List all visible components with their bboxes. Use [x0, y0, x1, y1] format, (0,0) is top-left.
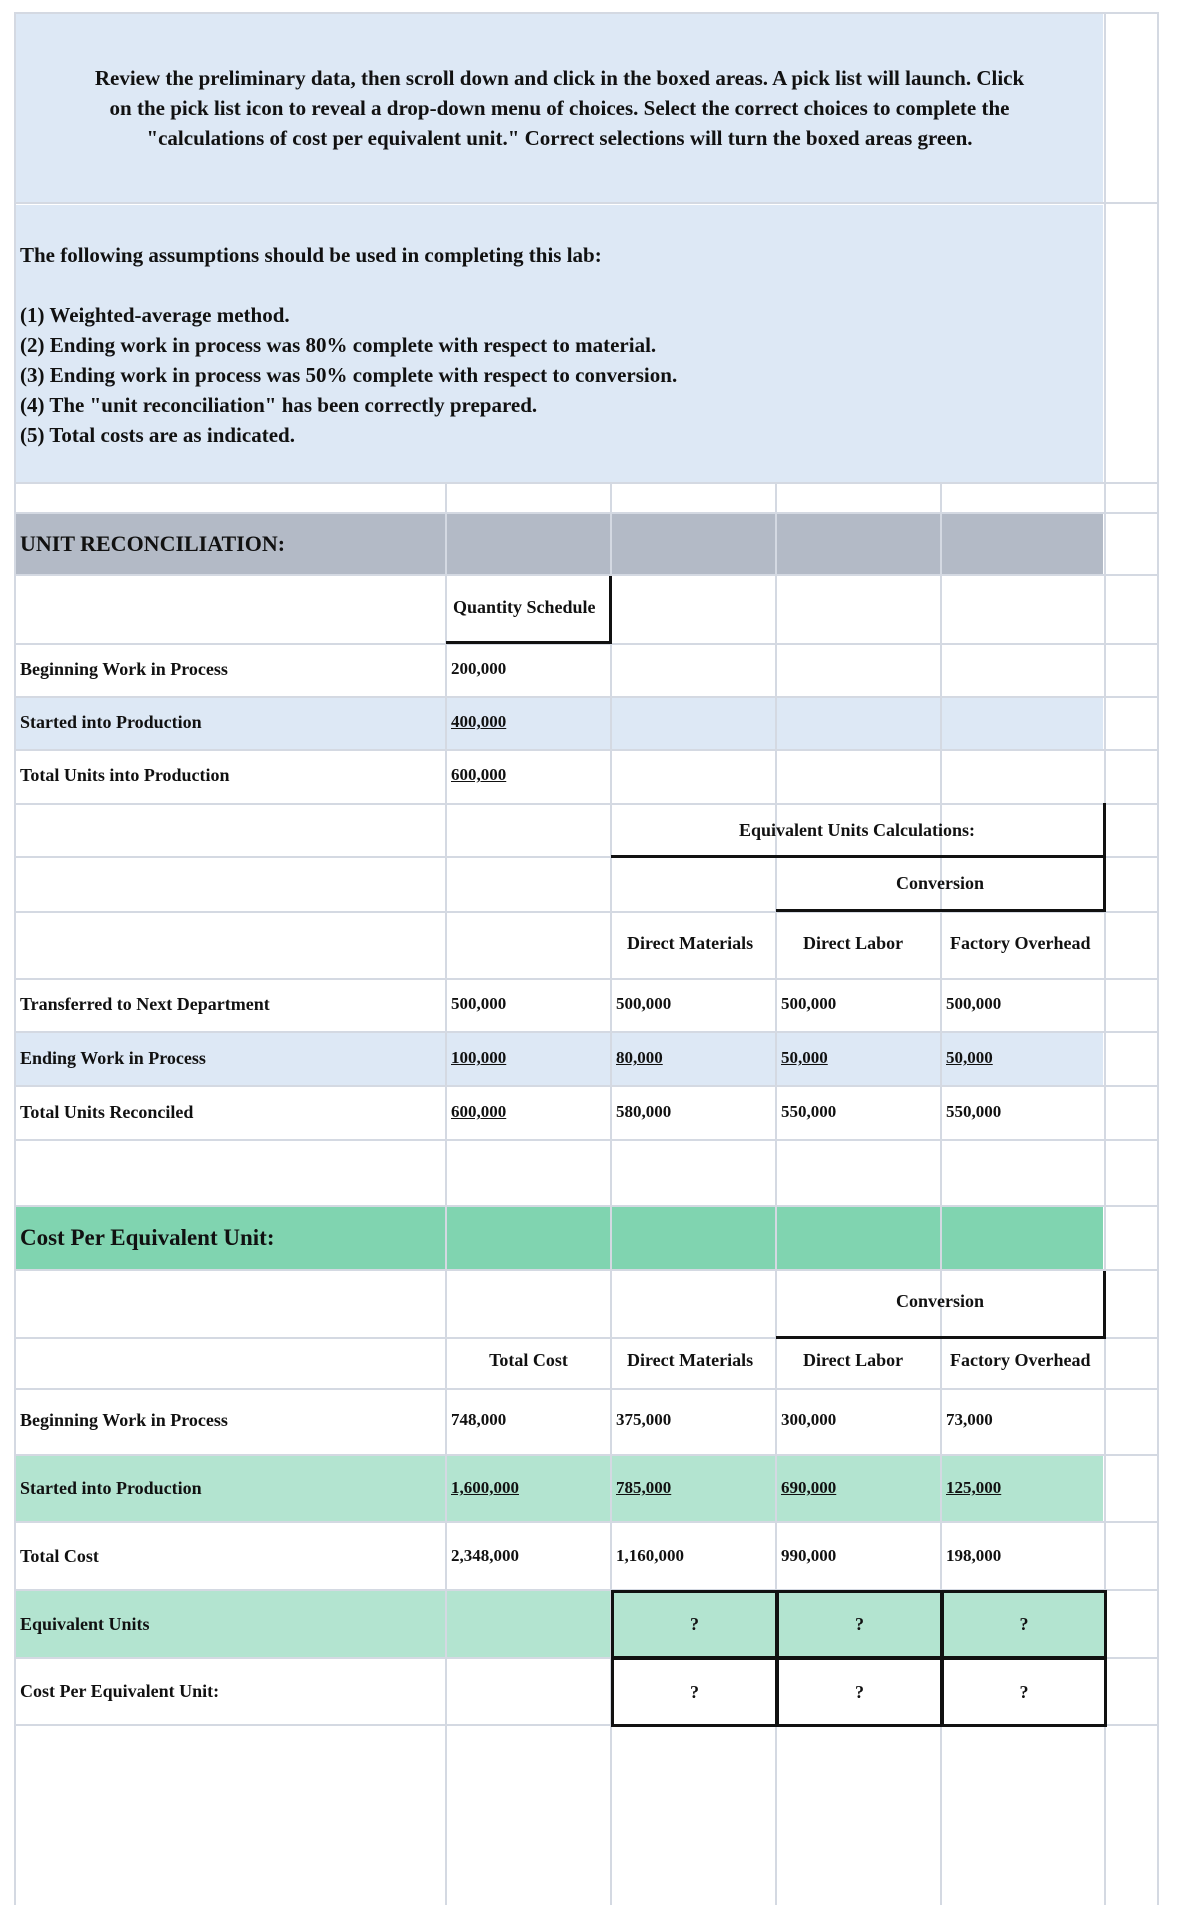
quantity-schedule-border-bottom: [446, 641, 612, 644]
assumptions-list: [20, 300, 677, 450]
ur-ending-foh: 50,000: [946, 1048, 993, 1067]
eq-units-dm-picklist[interactable]: ?: [611, 1590, 778, 1659]
cpeu-foh-picklist[interactable]: ?: [941, 1657, 1107, 1727]
cost-per-eu-label: Cost Per Equivalent Unit:: [20, 1681, 220, 1701]
col-header-direct-labor: Direct Labor: [803, 933, 904, 953]
ur-total-reconciled-dm: 580,000: [616, 1102, 672, 1121]
ur-label-transferred: Transferred to Next Department: [20, 994, 270, 1014]
cost-beginning-dm: 375,000: [616, 1410, 672, 1429]
cost-col-header-direct-labor: Direct Labor: [803, 1350, 904, 1370]
eq-units-dl-picklist[interactable]: ?: [776, 1590, 943, 1659]
ur-transferred-foh: 500,000: [946, 994, 1002, 1013]
cost-per-eu-title: Cost Per Equivalent Unit:: [20, 1225, 275, 1250]
col-header-factory-overhead: Factory Overhead: [950, 933, 1091, 953]
cost-beginning-dl: 300,000: [781, 1410, 837, 1429]
ur-transferred-dl: 500,000: [781, 994, 837, 1013]
ur-total-reconciled-dl: 550,000: [781, 1102, 837, 1121]
cost-started-dm: 785,000: [616, 1478, 672, 1497]
instructions-line-3: "calculations of cost per equivalent unit." Correct selections will turn the boxed areas green.: [146, 126, 973, 150]
ur-ending-dm: 80,000: [616, 1048, 663, 1067]
instructions-text: [16, 63, 1103, 153]
assumptions-heading: The following assumptions should be used in completing this lab:: [20, 243, 602, 267]
assumption-item: (2) Ending work in process was 80% complete with respect to material.: [20, 333, 657, 357]
ur-total-reconciled-foh: 550,000: [946, 1102, 1002, 1121]
cost-total-dl: 990,000: [781, 1546, 837, 1565]
ur-ending-qty: 100,000: [451, 1048, 507, 1067]
ur-ending-dl: 50,000: [781, 1048, 828, 1067]
conversion-header: Conversion: [895, 873, 984, 893]
ur-total-reconciled-qty: 600,000: [451, 1102, 507, 1121]
ur-qty-beginning-wip: 200,000: [451, 659, 507, 678]
cost-label-started: Started into Production: [20, 1478, 202, 1498]
cost-beginning-foh: 73,000: [946, 1410, 993, 1429]
cost-total-dm: 1,160,000: [616, 1546, 684, 1565]
col-header-direct-materials: Direct Materials: [627, 933, 754, 953]
ur-label-ending-wip: Ending Work in Process: [20, 1048, 206, 1068]
quantity-schedule-border-right: [609, 576, 612, 643]
equivalent-units-header: Equivalent Units Calculations:: [738, 820, 976, 840]
col-header-total-cost: Total Cost: [489, 1350, 568, 1370]
ur-label-total-into-production: Total Units into Production: [20, 765, 230, 785]
cost-total-total: 2,348,000: [451, 1546, 519, 1565]
cpeu-dm-picklist[interactable]: ?: [611, 1657, 778, 1727]
ur-qty-started: 400,000: [451, 712, 507, 731]
quantity-schedule-header: Quantity Schedule: [453, 597, 596, 617]
cost-beginning-total: 748,000: [451, 1410, 507, 1429]
ur-qty-total-into-production: 600,000: [451, 765, 507, 784]
cost-started-total: 1,600,000: [451, 1478, 519, 1497]
cost-conversion-header: Conversion: [895, 1291, 984, 1311]
ur-label-beginning-wip: Beginning Work in Process: [20, 659, 228, 679]
cost-col-header-factory-overhead: Factory Overhead: [950, 1350, 1091, 1370]
cpeu-dl-picklist[interactable]: ?: [776, 1657, 943, 1727]
cost-col-header-direct-materials: Direct Materials: [627, 1350, 754, 1370]
cost-started-foh: 125,000: [946, 1478, 1002, 1497]
equivalent-units-label: Equivalent Units: [20, 1614, 150, 1634]
unit-reconciliation-title: UNIT RECONCILIATION:: [20, 531, 286, 556]
ur-label-started: Started into Production: [20, 712, 202, 732]
ur-transferred-qty: 500,000: [451, 994, 507, 1013]
cost-total-foh: 198,000: [946, 1546, 1002, 1565]
cost-label-beginning-wip: Beginning Work in Process: [20, 1410, 228, 1430]
cost-started-dl: 690,000: [781, 1478, 837, 1497]
ur-label-total-reconciled: Total Units Reconciled: [20, 1102, 194, 1122]
eq-units-foh-picklist[interactable]: ?: [941, 1590, 1107, 1659]
assumption-item: (3) Ending work in process was 50% complete with respect to conversion.: [20, 363, 678, 387]
ur-transferred-dm: 500,000: [616, 994, 672, 1013]
assumption-item: (1) Weighted-average method.: [20, 303, 290, 327]
instructions-line-2: on the pick list icon to reveal a drop-down menu of choices. Select the correct choices to complete the: [109, 96, 1010, 120]
assumption-item: (5) Total costs are as indicated.: [20, 423, 295, 447]
instructions-line-1: Review the preliminary data, then scroll down and click in the boxed areas. A pick list will launch. Click: [94, 66, 1025, 90]
cost-label-total-cost: Total Cost: [20, 1546, 99, 1566]
assumption-item: (4) The "unit reconciliation" has been correctly prepared.: [20, 393, 538, 417]
